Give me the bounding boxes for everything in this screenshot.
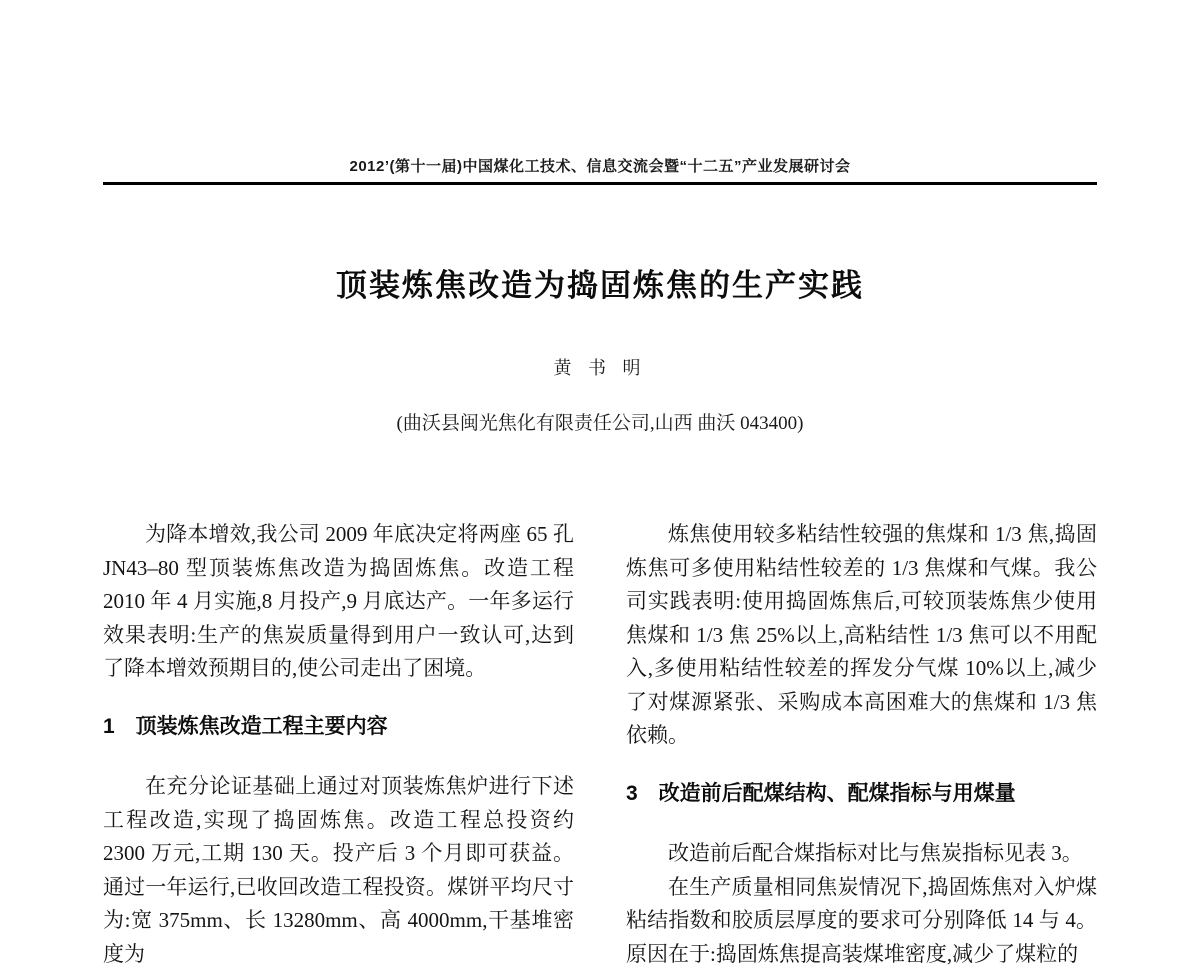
right-column	[626, 518, 1097, 971]
right-paragraph-section3-b: 在生产质量相同焦炭情况下,捣固炼焦对入炉煤粘结指数和胶质层厚度的要求可分别降低 14 与 4。原因在于:捣固炼焦提高装煤堆密度,减少了煤粒的	[626, 871, 1097, 971]
right-paragraph-continued: 炼焦使用较多粘结性较强的焦煤和 1/3 焦,捣固炼焦可多使用粘结性较差的 1/3 焦煤和气煤。我公司实践表明:使用捣固炼焦后,可较顶装炼焦少使用焦煤和 1/3 焦 25%以上,高粘结性 1/3 焦可以不用配入,多使用粘结性较差的挥发分气煤 10%以上,减少了对煤源紧张、采购成本高困难大的焦煤和 1/3 焦依赖。	[626, 518, 1097, 753]
section-heading-3: 3 改造前后配煤结构、配煤指标与用煤量	[626, 777, 1097, 811]
conference-header: 2012’(第十一届)中国煤化工技术、信息交流会暨“十二五”产业发展研讨会	[0, 155, 1200, 176]
author-affiliation: (曲沃县闽光焦化有限责任公司,山西 曲沃 043400)	[0, 408, 1200, 435]
left-paragraph-intro: 为降本增效,我公司 2009 年底决定将两座 65 孔 JN43–80 型顶装炼焦改造为捣固炼焦。改造工程 2010 年 4 月实施,8 月投产,9 月底达产。一年多运行效果表明:生产的焦炭质量得到用户一致认可,达到了降本增效预期目的,使公司走出了困境。	[103, 518, 574, 686]
left-column	[103, 518, 574, 971]
page-title: 顶装炼焦改造为捣固炼焦的生产实践	[0, 260, 1200, 305]
author-name: 黄 书 明	[0, 354, 1200, 380]
section-heading-1: 1 顶装炼焦改造工程主要内容	[103, 710, 574, 744]
header-divider-rule	[103, 182, 1097, 185]
left-paragraph-section1: 在充分论证基础上通过对顶装炼焦炉进行下述工程改造,实现了捣固炼焦。改造工程总投资约 2300 万元,工期 130 天。投产后 3 个月即可获益。通过一年运行,已收回改造工程投资。煤饼平均尺寸为:宽 375mm、长 13280mm、高 4000mm,干基堆密度为	[103, 770, 574, 971]
right-paragraph-section3-a: 改造前后配合煤指标对比与焦炭指标见表 3。	[626, 837, 1097, 871]
two-column-body	[103, 518, 1097, 971]
